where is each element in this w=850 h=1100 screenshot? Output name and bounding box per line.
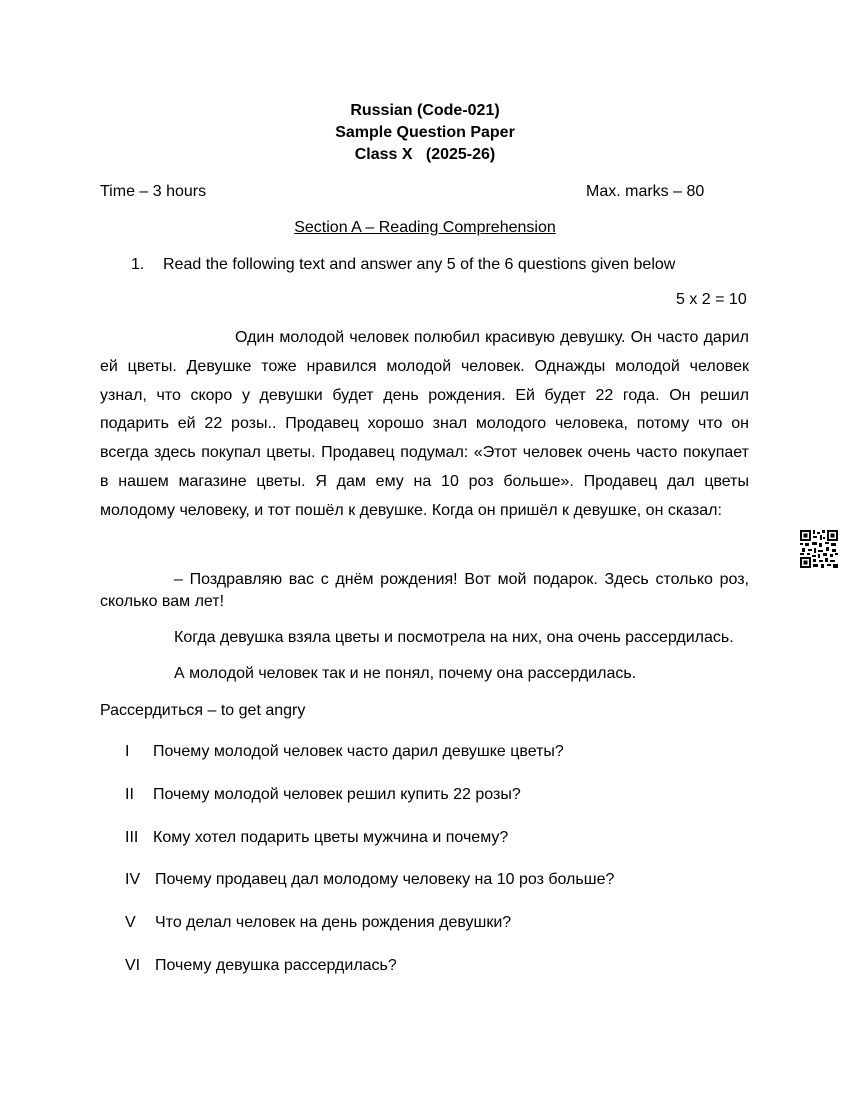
question-roman-3: III — [125, 829, 139, 846]
dialog-paragraph: – Поздравляю вас с днём рождения! Вот мой подарок. Здесь столько роз, сколько вам лет! — [100, 571, 749, 610]
qr-code-icon — [800, 530, 838, 568]
question-number: 1. — [131, 256, 145, 273]
question-roman-1: I — [125, 743, 130, 760]
question-roman-4: IV — [125, 871, 141, 888]
paragraph-ending: А молодой человек так и не понял, почему она рассердилась. — [174, 665, 637, 682]
paper-class: Class X (2025-26) — [354, 146, 496, 163]
max-marks-label: Max. marks – 80 — [586, 183, 705, 200]
question-text-6: Почему девушка рассердилась? — [155, 957, 397, 974]
reading-passage: Один молодой человек полюбил красивую девушку. Он часто дарил ей цветы. Девушке тоже нравился молодой человек. Однажды молодой человек узнал, что скоро у девушки будет день рождения. Ей будет 22 года. Он решил подарить ей 22 розы.. Продавец хорошо знал молодого человека, потому что он всегда здесь покупал цветы. Продавец подумал: «Этот человек очень часто покупает в нашем магазине цветы. Я дам ему на 10 роз больше». Продавец дал цветы молодому человеку, и тот пошёл к девушке. Когда он пришёл к девушке, он сказал: — [100, 329, 749, 519]
section-heading-text: Section A – Reading Comprehension — [294, 219, 556, 236]
paper-title: Russian (Code-021) — [350, 102, 500, 119]
question-roman-2: II — [125, 786, 134, 803]
question-roman-6: VI — [125, 957, 141, 974]
paragraph-reaction: Когда девушка взяла цветы и посмотрела на них, она очень рассердилась. — [174, 629, 734, 646]
marks-label: 5 x 2 = 10 — [676, 291, 747, 308]
question-text-3: Кому хотел подарить цветы мужчина и почему? — [153, 829, 509, 846]
instruction-text: Read the following text and answer any 5 of the 6 questions given below — [163, 256, 676, 273]
glossary-note: Рассердиться – to get angry — [100, 702, 306, 719]
question-roman-5: V — [125, 914, 136, 931]
question-text-5: Что делал человек на день рождения девушки? — [155, 914, 512, 931]
paper-subtitle: Sample Question Paper — [335, 124, 515, 141]
question-text-1: Почему молодой человек часто дарил девушке цветы? — [153, 743, 564, 760]
time-label: Time – 3 hours — [100, 183, 207, 200]
section-heading — [0, 218, 850, 238]
question-text-2: Почему молодой человек решил купить 22 розы? — [153, 786, 521, 803]
question-text-4: Почему продавец дал молодому человеку на 10 роз больше? — [155, 871, 615, 888]
